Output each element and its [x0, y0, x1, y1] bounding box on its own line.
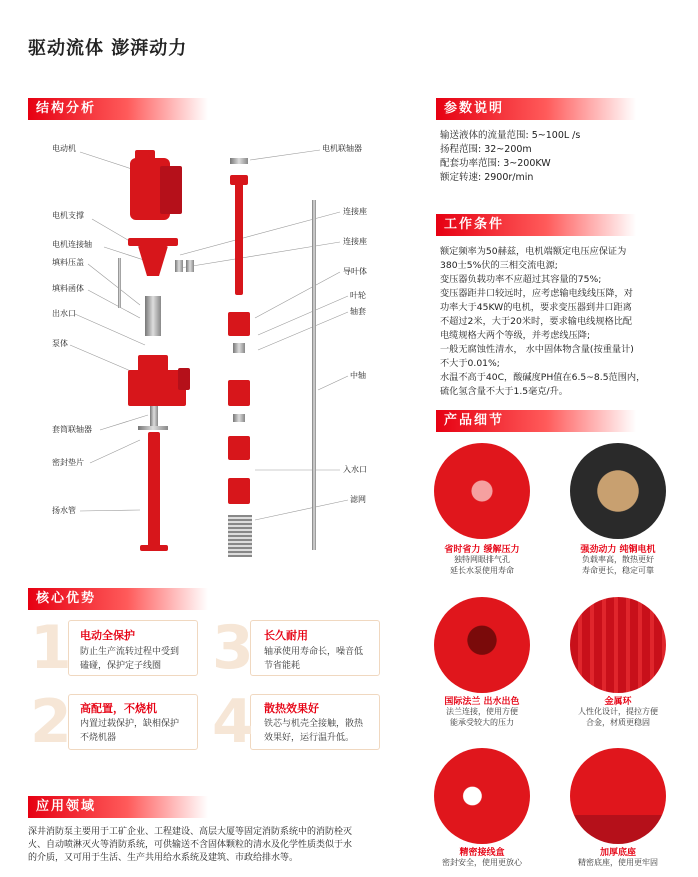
section-details: 产品细节 — [436, 410, 636, 432]
advantage-text — [264, 645, 363, 673]
part-label: 电机连接轴 — [52, 240, 92, 249]
condition-line: 硫化氢含量不大于1.5毫克/升。 — [440, 386, 568, 397]
part-label: 填料压盖 — [52, 258, 84, 267]
seal-gasket — [138, 426, 168, 430]
impeller-1 — [233, 343, 245, 353]
riser-pipe — [148, 432, 160, 550]
advantage-title: 电动全保护 — [80, 629, 135, 642]
outlet-flange — [178, 368, 190, 390]
advantage-number: 4 — [212, 687, 254, 757]
guide-vane-1 — [228, 312, 250, 336]
part-label: 连接座 — [343, 207, 367, 216]
detail-title: 加厚底座 — [599, 848, 636, 858]
condition-line: 功率大于45KW的电机，要求变压器到井口距离 — [440, 302, 632, 313]
part-label: 电机联轴器 — [322, 144, 362, 153]
detail-title: 强劲动力 纯铜电机 — [580, 545, 656, 555]
detail-sub-line: 人性化设计，提拉方便 — [578, 707, 658, 716]
part-label: 填料函体 — [52, 284, 84, 293]
detail-sub-line: 法兰连接，使用方便 — [446, 707, 518, 716]
section-advantages: 核心优势 — [28, 588, 208, 610]
detail-title: 省时省力 缓解压力 — [444, 545, 520, 555]
detail-sub — [558, 857, 678, 868]
conditions-text — [440, 245, 696, 399]
condition-line: 380士5%伏的三相交流电源; — [440, 260, 558, 271]
detail-image-ring — [570, 597, 666, 693]
detail-sub — [558, 706, 678, 728]
advantage-line: 不烧机器 — [80, 733, 117, 743]
application-line: 深井消防泵主要用于工矿企业、工程建设、高层大厦等固定消防系统中的消防栓灭 — [28, 827, 353, 837]
condition-line: 电缆规格大两个等级，并考虑线压降; — [440, 330, 591, 341]
condition-line: 不大于0.01%; — [440, 358, 500, 369]
section-structure: 结构分析 — [28, 98, 208, 120]
detail-sub-line: 合金，材质更稳固 — [586, 718, 650, 727]
part-label: 轴套 — [350, 307, 366, 316]
param-line: 输送液体的流量范围: 5~100L /s — [440, 130, 581, 141]
part-label: 滤网 — [350, 495, 366, 504]
sleeve-coupling — [150, 406, 158, 426]
strainer — [228, 515, 252, 557]
advantage-line: 效果好，运行温升低。 — [264, 733, 355, 743]
advantage-line: 防止生产流转过程中受到 — [80, 647, 180, 657]
advantage-text — [80, 645, 179, 673]
detail-title: 金属环 — [604, 697, 632, 707]
param-line: 配套功率范围: 3~200KW — [440, 158, 551, 169]
part-label: 中轴 — [350, 371, 366, 380]
advantage-line: 节省能耗 — [264, 661, 301, 671]
coupling-top — [230, 158, 248, 164]
advantage-line: 内置过载保护，缺相保护 — [80, 719, 180, 729]
detail-sub-line: 寿命更长，稳定可靠 — [582, 566, 654, 575]
part-label: 叶轮 — [350, 291, 366, 300]
detail-sub-line: 负载率高，散热更好 — [582, 555, 654, 564]
detail-sub-line: 精密底座，使用更牢固 — [578, 858, 658, 867]
guide-vane-3 — [228, 436, 250, 460]
riser-flange — [140, 545, 168, 551]
part-label: 电动机 — [52, 144, 76, 153]
detail-sub-line: 延长水泵使用寿命 — [450, 566, 514, 575]
condition-line: 变压器距井口较远时，应考虑输电线线压降，对 — [440, 288, 633, 299]
condition-line: 一般无腐蚀性清水， 水中固体物含量(按重量计) — [440, 344, 634, 355]
detail-sub — [422, 857, 542, 868]
detail-image-base — [570, 748, 666, 844]
param-line: 额定转速: 2900r/min — [440, 172, 534, 183]
condition-line: 不超过2米，大于20米时，要求输电线规格比配 — [440, 316, 633, 327]
impeller-2 — [233, 414, 245, 422]
advantage-number: 1 — [30, 613, 72, 683]
part-label: 连接座 — [343, 237, 367, 246]
part-label: 套筒联轴器 — [52, 425, 92, 434]
guide-vane-2 — [228, 380, 250, 406]
detail-sub — [422, 554, 542, 576]
condition-line: 水温不高于40C，酸碱度PH值在6.5~8.5范围内， — [440, 372, 646, 383]
shaft-coupling — [145, 296, 161, 336]
application-line: 火、自动喷淋灭火等消防系统，可供输送不含固体颗粒的清水及化学性质类似于水 — [28, 840, 353, 850]
detail-image-vent — [434, 443, 530, 539]
advantage-line: 轴承使用寿命长，噪音低 — [264, 647, 364, 657]
part-label: 泵体 — [52, 339, 68, 348]
bolt-1 — [175, 260, 183, 272]
advantage-text — [264, 717, 363, 745]
column-pipe — [235, 183, 243, 295]
detail-sub — [422, 706, 542, 728]
part-label: 入水口 — [343, 465, 367, 474]
application-line: 的介质，又可用于生活、生产共用给水系统及建筑、市政给排水等。 — [28, 853, 299, 863]
part-label: 扬水管 — [52, 506, 76, 515]
detail-image-junction-box — [434, 748, 530, 844]
detail-image-motor — [570, 443, 666, 539]
part-label: 密封垫片 — [52, 458, 84, 467]
detail-sub-line: 密封安全，使用更放心 — [442, 858, 522, 867]
terminal-box — [135, 150, 155, 160]
shaft-left — [118, 258, 121, 308]
detail-title: 精密接线盒 — [459, 848, 505, 858]
section-application: 应用领域 — [28, 796, 208, 818]
advantage-line: 磕碰，保护定子线圈 — [80, 661, 162, 671]
advantage-number: 3 — [212, 613, 254, 683]
advantage-line: 铁芯与机壳全接触，散热 — [264, 719, 364, 729]
middle-shaft — [312, 200, 316, 550]
detail-sub — [558, 554, 678, 576]
section-conditions: 工作条件 — [436, 214, 636, 236]
detail-title: 国际法兰 出水出色 — [444, 697, 520, 707]
inlet — [228, 478, 250, 504]
page-headline: 驱动流体 澎湃动力 — [28, 38, 188, 59]
detail-sub-line: 独特网眼排气孔 — [454, 555, 510, 564]
part-label: 出水口 — [52, 309, 76, 318]
detail-image-flange — [434, 597, 530, 693]
advantage-title: 长久耐用 — [264, 629, 308, 642]
motor-fan-cover — [160, 166, 182, 214]
application-text — [28, 826, 428, 865]
bolt-2 — [186, 260, 194, 272]
condition-line: 额定频率为50赫兹，电机端额定电压应保证为 — [440, 246, 627, 257]
advantage-title: 高配置，不烧机 — [80, 702, 157, 715]
advantage-number: 2 — [30, 687, 72, 757]
detail-sub-line: 能承受较大的压力 — [450, 718, 514, 727]
advantage-title: 散热效果好 — [264, 702, 319, 715]
section-params: 参数说明 — [436, 98, 636, 120]
condition-line: 变压器负载功率不应超过其容量的75%; — [440, 274, 602, 285]
part-label: 导叶体 — [343, 267, 367, 276]
part-label: 电机支撑 — [52, 211, 84, 220]
param-line: 扬程范围: 32~200m — [440, 144, 532, 155]
motor-support-top — [128, 238, 178, 246]
params-list — [440, 129, 690, 185]
advantage-text — [80, 717, 179, 745]
